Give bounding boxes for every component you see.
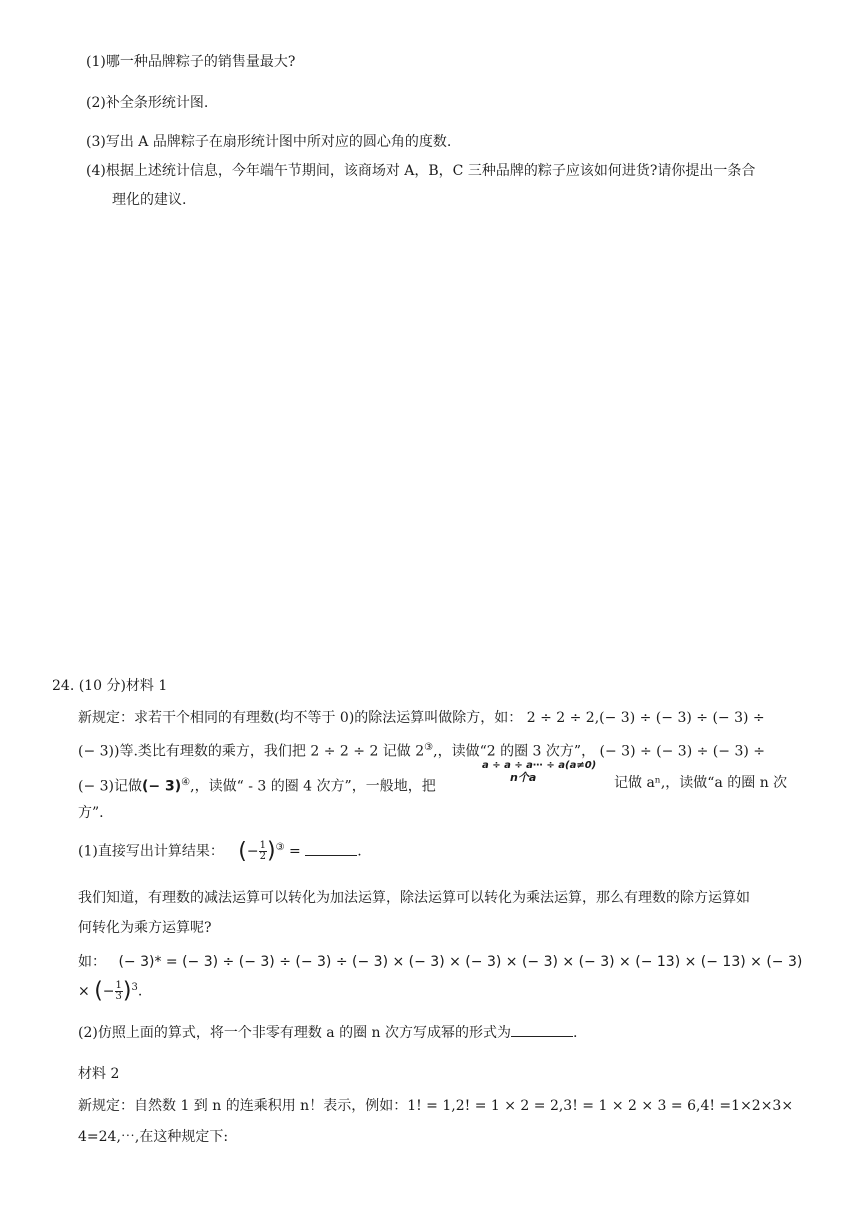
question-3: (3)写出 A 品牌粽子在扇形统计图中所对应的圆心角的度数. [86,134,452,150]
definition-line-3 [78,773,436,797]
definition-line-3-text-a: (− 3)记做 [78,778,143,795]
question-4-line-2: 理化的建议. [112,192,187,208]
neg3-circle4-expression: (− 3) [142,778,182,795]
circled-3-superscript: ③ [424,742,434,753]
exponent-3: 3 [131,982,138,993]
paragraph-line-2: 何转化为乘方运算呢? [78,920,212,936]
circled-3-superscript: ③ [275,842,285,853]
example-line-2: × (− $\frac{1}{3}$ )$^3$. [78,978,143,1004]
subquestion-1-prompt: (1)直接写出计算结果： [78,843,224,860]
example-expression: (− 3)* = (− 3) ÷ (− 3) ÷ (− 3) ÷ (− 3) × (− 3) × (− 3) × (− 3) × (− 3) × (− 13) × (− 13) × (− 3) [118,954,803,970]
example-line-1 [78,952,802,972]
subquestion-1: (1)直接写出计算结果： (− $\frac{1}{2}$ )③ = . [78,838,362,864]
fraction-one-half: $\frac{1}{2}$ [259,840,266,863]
definition-line-1: 新规定：求若干个相同的有理数(均不等于 0)的除法运算叫做除方，如： 2 ÷ 2 ÷ 2,(− 3) ÷ (− 3) ÷ (− 3) ÷ [78,710,765,726]
definition-line-2 [78,738,765,762]
question-1: (1)哪一种品牌粽子的销售量最大? [86,54,296,70]
subquestion-2-prompt: (2)仿照上面的算式，将一个非零有理数 a 的圈 n 次方写成幂的形式为 [78,1025,511,1041]
fraction-one-third: $\frac{1}{3}$ [115,980,122,1003]
question-4-line-1: (4)根据上述统计信息，今年端午节期间，该商场对 A，B，C 三种品牌的粽子应该如何进货?请你提出一条合 [86,163,756,179]
example-prefix: 如： [78,954,106,970]
factorial-line-1: 新规定：自然数 1 到 n 的连乘积用 n！表示，例如：1! = 1,2! = 1 × 2 = 2,3! = 1 × 2 × 3 = 6,4! =1×2×3× [78,1098,794,1114]
definition-line-3-text-b: ,，读做“ - 3 的圈 4 次方”，一般地，把 [190,778,436,795]
underbrace-expression [482,760,596,784]
underbrace-top: a ÷ a ÷ a⋯ ÷ a(a≠0) [482,760,597,771]
definition-line-4: 方”. [78,805,104,821]
paragraph-line-1: 我们知道，有理数的减法运算可以转化为加法运算，除法运算可以转化为乘法运算，那么有理数的除方运算如 [78,890,750,906]
answer-blank-2[interactable] [511,1022,573,1037]
underbrace-bottom: n个a [510,771,537,784]
definition-line-3-text-c: 记做 aⁿ,，读做“a 的圈 n 次 [614,775,788,791]
definition-line-2-text-a: (− 3))等.类比有理数的乘方，我们把 2 ÷ 2 ÷ 2 记做 2 [78,743,425,760]
subquestion-2: (2)仿照上面的算式，将一个非零有理数 a 的圈 n 次方写成幂的形式为 . [78,1022,577,1043]
circled-4-superscript: ④ [181,777,191,788]
answer-blank-1[interactable] [305,841,357,856]
definition-line-2-text-b: ,，读做“2 的圈 3 次方”， (− 3) ÷ (− 3) ÷ (− 3) ÷ [433,743,765,760]
factorial-line-2: 4=24,⋯,在这种规定下: [78,1129,229,1145]
material-2-heading: 材料 2 [78,1066,120,1082]
question-2: (2)补全条形统计图. [86,95,209,111]
problem-24-header: 24. (10 分)材料 1 [52,678,168,694]
